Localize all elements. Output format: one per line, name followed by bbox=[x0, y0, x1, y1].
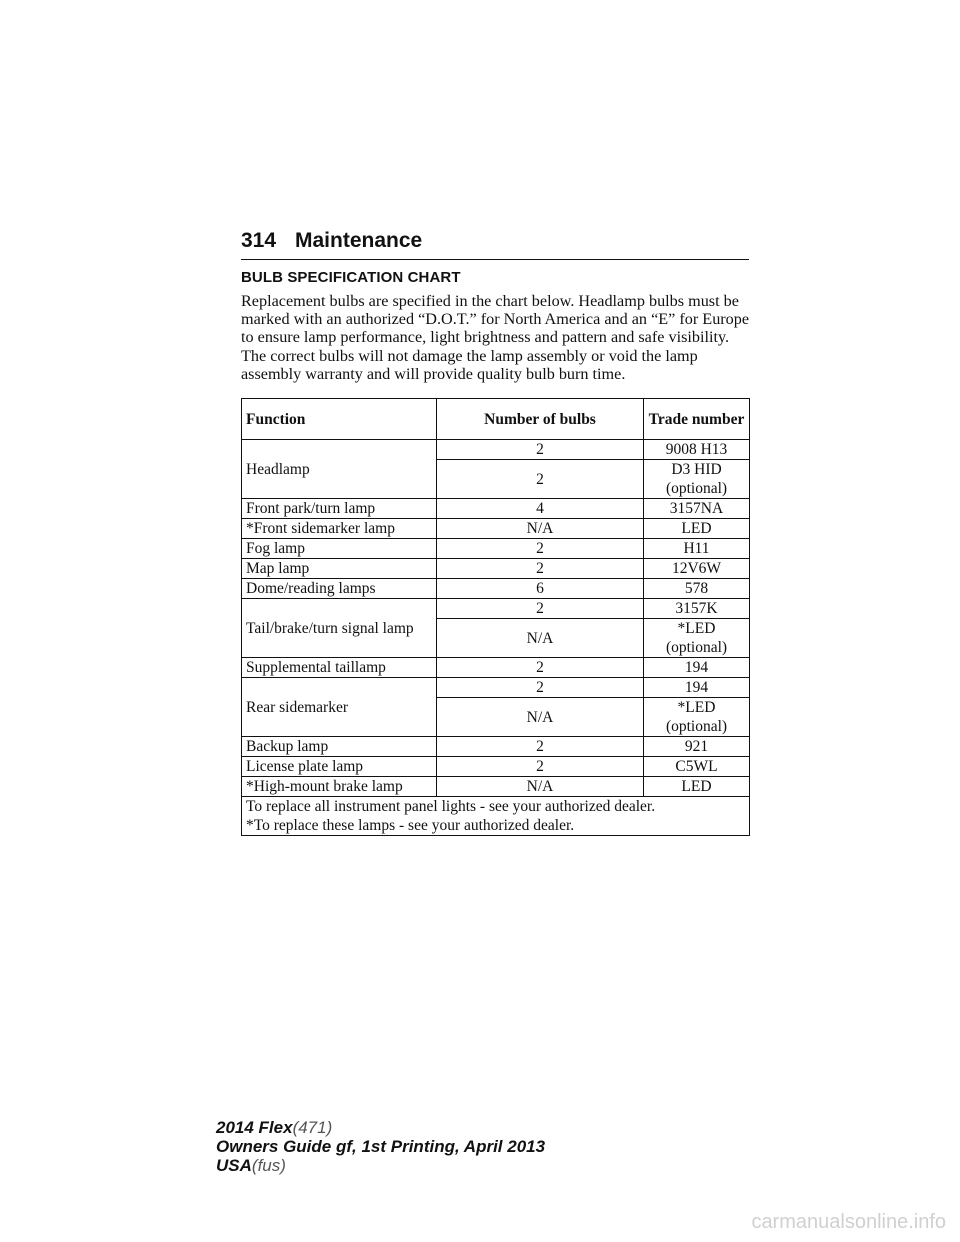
table-row bbox=[242, 559, 750, 579]
table-row bbox=[242, 539, 750, 559]
cell-function: *High-mount brake lamp bbox=[242, 777, 437, 797]
cell-number-of-bulbs: 2 bbox=[437, 539, 644, 559]
cell-trade-number: LED bbox=[644, 777, 750, 797]
cell-trade-number: 921 bbox=[644, 737, 750, 757]
cell-trade-number: D3 HID (optional) bbox=[644, 460, 750, 499]
cell-number-of-bulbs: N/A bbox=[437, 698, 644, 737]
table-row bbox=[242, 737, 750, 757]
cell-function: Headlamp bbox=[242, 440, 437, 499]
header-function: Function bbox=[242, 399, 437, 440]
cell-number-of-bulbs: N/A bbox=[437, 619, 644, 658]
cell-number-of-bulbs: 2 bbox=[437, 559, 644, 579]
cell-function: Fog lamp bbox=[242, 539, 437, 559]
watermark: carmanualsonline.info bbox=[751, 1211, 946, 1233]
footer-region-code: (fus) bbox=[251, 1156, 286, 1175]
cell-trade-number: 578 bbox=[644, 579, 750, 599]
cell-function: License plate lamp bbox=[242, 757, 437, 777]
table-row bbox=[242, 777, 750, 797]
cell-trade-number: 3157NA bbox=[644, 499, 750, 519]
footer-line-3 bbox=[216, 1156, 545, 1175]
cell-number-of-bulbs: 2 bbox=[437, 737, 644, 757]
cell-function: Supplemental taillamp bbox=[242, 658, 437, 678]
cell-number-of-bulbs: 2 bbox=[437, 658, 644, 678]
cell-trade-number: C5WL bbox=[644, 757, 750, 777]
page-footer bbox=[216, 1118, 545, 1175]
footer-region: USA bbox=[216, 1156, 252, 1175]
cell-function: Tail/brake/turn signal lamp bbox=[242, 599, 437, 658]
cell-trade-number: *LED (optional) bbox=[644, 619, 750, 658]
table-note: *To replace these lamps - see your authorized dealer. bbox=[242, 816, 750, 836]
cell-function: *Front sidemarker lamp bbox=[242, 519, 437, 539]
cell-trade-number: *LED (optional) bbox=[644, 698, 750, 737]
cell-number-of-bulbs: 6 bbox=[437, 579, 644, 599]
cell-number-of-bulbs: 4 bbox=[437, 499, 644, 519]
cell-number-of-bulbs: 2 bbox=[437, 460, 644, 499]
cell-trade-number: 12V6W bbox=[644, 559, 750, 579]
section-title: Maintenance bbox=[295, 229, 423, 252]
table-row bbox=[242, 658, 750, 678]
page-number: 314 bbox=[241, 229, 277, 252]
table-row bbox=[242, 440, 750, 460]
table-row bbox=[242, 757, 750, 777]
cell-trade-number: 194 bbox=[644, 678, 750, 698]
table-body bbox=[242, 440, 750, 836]
cell-trade-number: 3157K bbox=[644, 599, 750, 619]
footer-line-1 bbox=[216, 1118, 545, 1137]
header-number-of-bulbs: Number of bulbs bbox=[437, 399, 644, 440]
cell-number-of-bulbs: N/A bbox=[437, 777, 644, 797]
cell-trade-number: LED bbox=[644, 519, 750, 539]
bulb-specification-table bbox=[241, 398, 750, 836]
table-row bbox=[242, 519, 750, 539]
page-header bbox=[241, 229, 749, 261]
table-row bbox=[242, 499, 750, 519]
cell-function: Front park/turn lamp bbox=[242, 499, 437, 519]
cell-function: Map lamp bbox=[242, 559, 437, 579]
table-note-row bbox=[242, 816, 750, 836]
table-row bbox=[242, 579, 750, 599]
cell-number-of-bulbs: 2 bbox=[437, 440, 644, 460]
header-divider bbox=[241, 259, 749, 260]
chart-heading: BULB SPECIFICATION CHART bbox=[241, 269, 461, 286]
footer-model: 2014 Flex bbox=[216, 1118, 293, 1137]
table-note: To replace all instrument panel lights - see your authorized dealer. bbox=[242, 797, 750, 817]
table-note-row bbox=[242, 797, 750, 817]
cell-number-of-bulbs: 2 bbox=[437, 678, 644, 698]
intro-paragraph: Replacement bulbs are specified in the chart below. Headlamp bulbs must be marked with an authorized “D.O.T.” for North America and an “E” for Europe to ensure lamp performance, light brightness and pattern and safe visibility. The correct bulbs will not damage the lamp assembly or void the lamp assembly warranty and will provide quality bulb burn time. bbox=[241, 292, 750, 383]
cell-function: Backup lamp bbox=[242, 737, 437, 757]
cell-function: Dome/reading lamps bbox=[242, 579, 437, 599]
header-trade-number: Trade number bbox=[644, 399, 750, 440]
table-row bbox=[242, 599, 750, 619]
cell-trade-number: 9008 H13 bbox=[644, 440, 750, 460]
cell-trade-number: 194 bbox=[644, 658, 750, 678]
table-row bbox=[242, 678, 750, 698]
cell-number-of-bulbs: 2 bbox=[437, 599, 644, 619]
cell-number-of-bulbs: 2 bbox=[437, 757, 644, 777]
cell-function: Rear sidemarker bbox=[242, 678, 437, 737]
footer-model-code: (471) bbox=[292, 1118, 333, 1137]
cell-trade-number: H11 bbox=[644, 539, 750, 559]
table-header-row bbox=[242, 399, 750, 440]
cell-number-of-bulbs: N/A bbox=[437, 519, 644, 539]
footer-guide: Owners Guide gf, 1st Printing, April 2013 bbox=[216, 1137, 546, 1156]
